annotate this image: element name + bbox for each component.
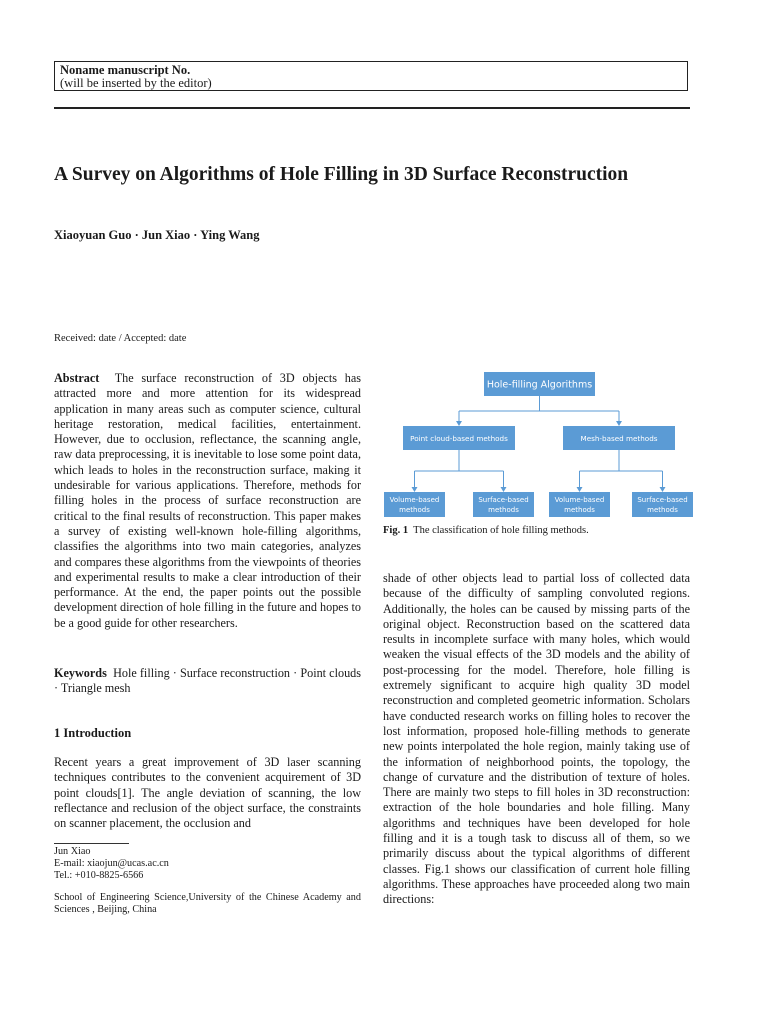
node-volume-based-2-line2: methods <box>564 506 595 514</box>
node-surface-based-1-line2: methods <box>488 506 519 514</box>
right-paragraph: shade of other objects lead to partial loss of collected data because of the difficulty of sampling convoluted regions. Additionally, the holes can be caused by missing parts of the original object. Reconstruction based on the scattered data results in incomplete surface with many holes, which would weaken the visual effects of the 3D models and the ability of post-processing for the model. Therefore, hole filling is extremely significant to acquire high quality 3D model reconstruction and completed geometric information. Scholars have conducted research works on filling holes to recover the lost information, proposed hole-filling methods to generate new points interpolated the hole region, mainly taking use of the information of neighborhood points, the topology, the change of curvature and the distribution of texture of holes. There are mainly two steps to fill holes in 3D reconstruction: extraction of the hole boundaries and hole filling. Many algorithms and techniques have been developed for hole filling and it is a tough task to discuss all of them, so we primarily discuss about the typical algorithms of different classes. Fig.1 shows our classification of current hole filling algorithms. These approaches have proceeded along two main directions: <box>383 571 690 907</box>
footnote-affiliation: School of Engineering Science,University of the Chinese Academy and Sciences , Beijing, China <box>54 892 361 915</box>
node-surface-based-2-line1: Surface-based <box>637 496 688 504</box>
figure-caption-text: The classification of hole filling methods. <box>413 525 589 536</box>
editor-note-box <box>54 61 688 91</box>
edge-mesh-arrow-1 <box>660 487 666 492</box>
paper-title: A Survey on Algorithms of Hole Filling in 3D Surface Reconstruction <box>54 164 629 185</box>
node-surface-based-1-line1: Surface-based <box>478 496 529 504</box>
node-mesh-label: Mesh-based methods <box>580 434 658 443</box>
keywords-text: Hole filling · Surface reconstruction · Point clouds · Triangle mesh <box>54 666 362 696</box>
header-rule <box>54 107 690 109</box>
received-date: Received: date / Accepted: date <box>54 333 187 344</box>
intro-paragraph: Recent years a great improvement of 3D laser scanning techniques contributes to the convenient acquirement of 3D point clouds[1]. The angle deviation of scanning, the low reflectance and reclusion of the object surface, the constraints on scanner placement, the occlusion and <box>54 755 361 831</box>
manuscript-number: Noname manuscript No. <box>60 63 191 77</box>
node-surface-based-2-line2: methods <box>647 506 678 514</box>
edge-point-cloud-arrow-1 <box>501 487 507 492</box>
figure-caption-label: Fig. 1 <box>383 525 409 536</box>
edge-mesh-arrow-0 <box>577 487 583 492</box>
corresponding-author-info <box>54 846 254 882</box>
keywords <box>54 666 361 697</box>
node-volume-based-2-line1: Volume-based <box>554 496 605 504</box>
introduction-text <box>54 755 361 831</box>
classification-tree-diagram <box>383 365 693 520</box>
edge-root-arrow-0 <box>456 421 462 426</box>
footnote-name: Jun Xiao <box>54 846 91 857</box>
node-volume-based-1-line2: methods <box>399 506 430 514</box>
node-point-cloud-label: Point cloud-based methods <box>410 434 508 443</box>
abstract-label: Abstract <box>54 371 100 385</box>
editor-note: (will be inserted by the editor) <box>60 76 212 90</box>
footnote-tel: Tel.: +010-8825-6566 <box>54 870 144 881</box>
keywords-label: Keywords <box>54 666 107 680</box>
figure-1 <box>383 365 693 520</box>
edge-root-arrow-1 <box>616 421 622 426</box>
node-root-label: Hole-filling Algorithms <box>486 379 593 391</box>
node-volume-based-1-line1: Volume-based <box>389 496 440 504</box>
abstract <box>54 371 361 631</box>
section-heading-introduction: 1 Introduction <box>54 726 132 740</box>
right-column-text <box>383 571 690 908</box>
footnote-rule <box>54 843 129 844</box>
figure-caption <box>383 525 589 536</box>
author-list: Xiaoyuan Guo · Jun Xiao · Ying Wang <box>54 228 260 242</box>
abstract-text: The surface reconstruction of 3D objects has attracted more and more attention for its widespread application in many areas such as computer science, cultural heritage restoration, medical facilities, entertainment. However, due to occlusion, reflectance, the scanning angle, raw data preprocessing, it is inevitable to lose some point data, which leads to holes in the reconstruction surface, making it undesirable for various applications. Therefore, methods for filling holes in the process of surface reconstruction are critical to the final results of reconstruction. This paper makes a survey of existing well-known hole-filling algorithms, classifies the algorithms into two main categories, analyzes and compares these algorithms from the viewpoints of theories and experimental results to make a clear introduction of their performance. At the end, the paper points out the possible development direction of hole filling in the future and hopes to be a good guide for other researchers. <box>54 371 361 630</box>
footnote-email: E-mail: xiaojun@ucas.ac.cn <box>54 858 169 869</box>
edge-point-cloud-arrow-0 <box>412 487 418 492</box>
